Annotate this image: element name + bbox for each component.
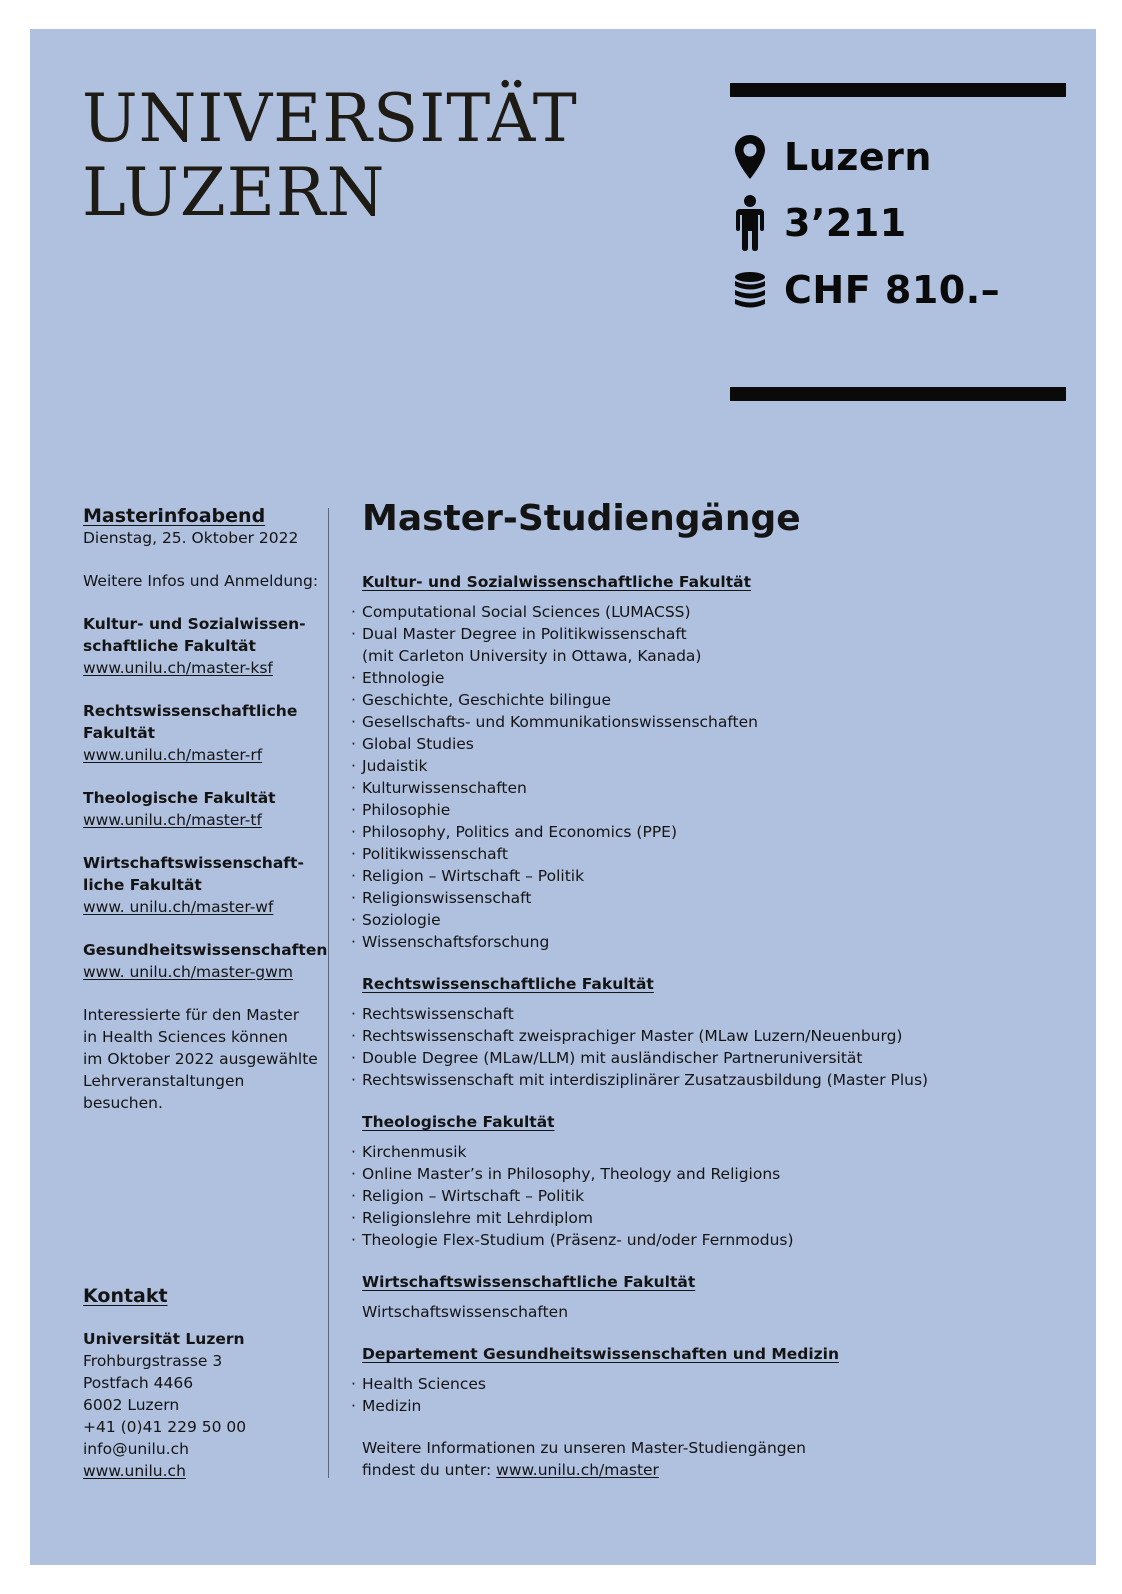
section-heading-wf: Wirtschaftswissenschaftliche Fakultät xyxy=(362,1273,696,1291)
health-note-line-2: in Health Sciences können xyxy=(83,1028,288,1046)
fact-students-value: 3’211 xyxy=(784,201,907,245)
program-item: · Rechtswissenschaft xyxy=(362,1003,1062,1025)
facts-bottom-bar xyxy=(730,387,1066,401)
program-item: · Religionswissenschaft xyxy=(362,887,1062,909)
program-item: · Ethnologie xyxy=(362,667,1062,689)
program-item: · Philosophie xyxy=(362,799,1062,821)
program-item: · Double Degree (MLaw/LLM) mit ausländischer Partneruniversität xyxy=(362,1047,1062,1069)
section-heading-tf: Theologische Fakultät xyxy=(362,1113,555,1131)
fact-location-value: Luzern xyxy=(784,135,932,179)
faculty-ksf-name-1: Kultur- und Sozialwissen- xyxy=(83,615,306,633)
health-note-line-1: Interessierte für den Master xyxy=(83,1006,300,1024)
contact-email[interactable]: info@unilu.ch xyxy=(83,1440,189,1458)
logo-line-2: LUZERN xyxy=(82,154,386,231)
fact-fees xyxy=(730,262,1000,318)
section-heading-rf: Rechtswissenschaftliche Fakultät xyxy=(362,975,654,993)
program-item: · Wissenschaftsforschung xyxy=(362,931,1062,953)
program-item: · Online Master’s in Philosophy, Theology and Religions xyxy=(362,1163,1062,1185)
program-item: · Geschichte, Geschichte bilingue xyxy=(362,689,1062,711)
contact-name: Universität Luzern xyxy=(83,1330,245,1348)
contact-block xyxy=(83,1285,331,1482)
program-item: · Dual Master Degree in Politikwissenschaft xyxy=(362,623,1062,645)
section-heading-gwm: Departement Gesundheitswissenschaften und Medizin xyxy=(362,1345,840,1363)
program-item: · Judaistik xyxy=(362,755,1062,777)
program-item: · Kirchenmusik xyxy=(362,1141,1062,1163)
contact-web-link[interactable]: www.unilu.ch xyxy=(83,1462,186,1480)
faculty-rf-link[interactable]: www.unilu.ch/master-rf xyxy=(83,746,263,764)
program-list-gwm xyxy=(362,1373,1062,1417)
info-sidebar xyxy=(83,505,331,1114)
health-note-line-3: im Oktober 2022 ausgewählte xyxy=(83,1050,318,1068)
program-list-tf xyxy=(362,1141,1062,1251)
contact-city: 6002 Luzern xyxy=(83,1396,180,1414)
facts-box xyxy=(730,83,1066,401)
footer-note-prefix: findest du unter: xyxy=(362,1461,497,1479)
program-item: · Religion – Wirtschaft – Politik xyxy=(362,865,1062,887)
contact-heading: Kontakt xyxy=(83,1285,168,1307)
faculty-gwm-name: Gesundheitswissenschaften xyxy=(83,941,328,959)
footer-note-line-1: Weitere Informationen zu unseren Master-Studiengängen xyxy=(362,1439,806,1457)
program-item-wf: Wirtschaftswissenschaften xyxy=(362,1303,569,1321)
program-item-continuation: (mit Carleton University in Ottawa, Kanada) xyxy=(362,647,702,665)
faculty-ksf-link[interactable]: www.unilu.ch/master-ksf xyxy=(83,659,273,677)
footer-note-line-2 xyxy=(362,1459,1062,1481)
page-title: Master-Studiengänge xyxy=(362,498,801,539)
fact-students xyxy=(730,195,907,251)
program-item: · Kulturwissenschaften xyxy=(362,777,1062,799)
program-item: · Global Studies xyxy=(362,733,1062,755)
health-note-line-4: Lehrveranstaltungen xyxy=(83,1072,245,1090)
program-item: · Computational Social Sciences (LUMACSS) xyxy=(362,601,1062,623)
health-note-line-5: besuchen. xyxy=(83,1094,163,1112)
program-item: · Philosophy, Politics and Economics (PPE) xyxy=(362,821,1062,843)
master-info-link[interactable]: www.unilu.ch/master xyxy=(496,1461,659,1479)
faculty-rf-name-2: Fakultät xyxy=(83,724,156,742)
contact-phone: +41 (0)41 229 50 00 xyxy=(83,1418,247,1436)
program-item: · Rechtswissenschaft zweisprachiger Master (MLaw Luzern/Neuenburg) xyxy=(362,1025,1062,1047)
column-divider xyxy=(328,508,329,1478)
fact-fees-value: CHF 810.– xyxy=(784,268,1001,312)
infoabend-heading: Masterinfoabend xyxy=(83,505,266,527)
more-info-label: Weitere Infos und Anmeldung: xyxy=(83,572,319,590)
faculty-ksf-name-2: schaftliche Fakultät xyxy=(83,637,256,655)
program-list-rf xyxy=(362,1003,1062,1091)
person-icon xyxy=(730,195,770,251)
faculty-wf-name-2: liche Fakultät xyxy=(83,876,202,894)
program-list-ksf xyxy=(362,601,1062,953)
programs-column xyxy=(362,495,1062,1481)
faculty-rf-name-1: Rechtswissenschaftliche xyxy=(83,702,298,720)
contact-postfach: Postfach 4466 xyxy=(83,1374,194,1392)
program-item: · Theologie Flex-Studium (Präsenz- und/oder Fernmodus) xyxy=(362,1229,1062,1251)
location-pin-icon xyxy=(730,129,770,185)
fact-location xyxy=(730,129,932,185)
facts-top-bar xyxy=(730,83,1066,97)
faculty-tf-name: Theologische Fakultät xyxy=(83,789,276,807)
program-item: · Medizin xyxy=(362,1395,1062,1417)
faculty-wf-name-1: Wirtschaftswissenschaft- xyxy=(83,854,304,872)
program-item: · Religionslehre mit Lehrdiplom xyxy=(362,1207,1062,1229)
faculty-gwm-link[interactable]: www. unilu.ch/master-gwm xyxy=(83,963,293,981)
university-logo xyxy=(82,82,578,230)
infoabend-date: Dienstag, 25. Oktober 2022 xyxy=(83,529,299,547)
logo-line-1: UNIVERSITÄT xyxy=(82,80,578,157)
program-item: · Soziologie xyxy=(362,909,1062,931)
faculty-wf-link[interactable]: www. unilu.ch/master-wf xyxy=(83,898,274,916)
program-item: · Religion – Wirtschaft – Politik xyxy=(362,1185,1062,1207)
contact-street: Frohburgstrasse 3 xyxy=(83,1352,223,1370)
program-item: · Health Sciences xyxy=(362,1373,1062,1395)
section-heading-ksf: Kultur- und Sozialwissenschaftliche Fakultät xyxy=(362,573,752,591)
program-item: · Gesellschafts- und Kommunikationswissenschaften xyxy=(362,711,1062,733)
faculty-tf-link[interactable]: www.unilu.ch/master-tf xyxy=(83,811,262,829)
program-item: · Rechtswissenschaft mit interdisziplinärer Zusatzausbildung (Master Plus) xyxy=(362,1069,1062,1091)
coins-stack-icon xyxy=(730,262,770,318)
program-item: · Politikwissenschaft xyxy=(362,843,1062,865)
poster-sheet xyxy=(30,29,1096,1565)
